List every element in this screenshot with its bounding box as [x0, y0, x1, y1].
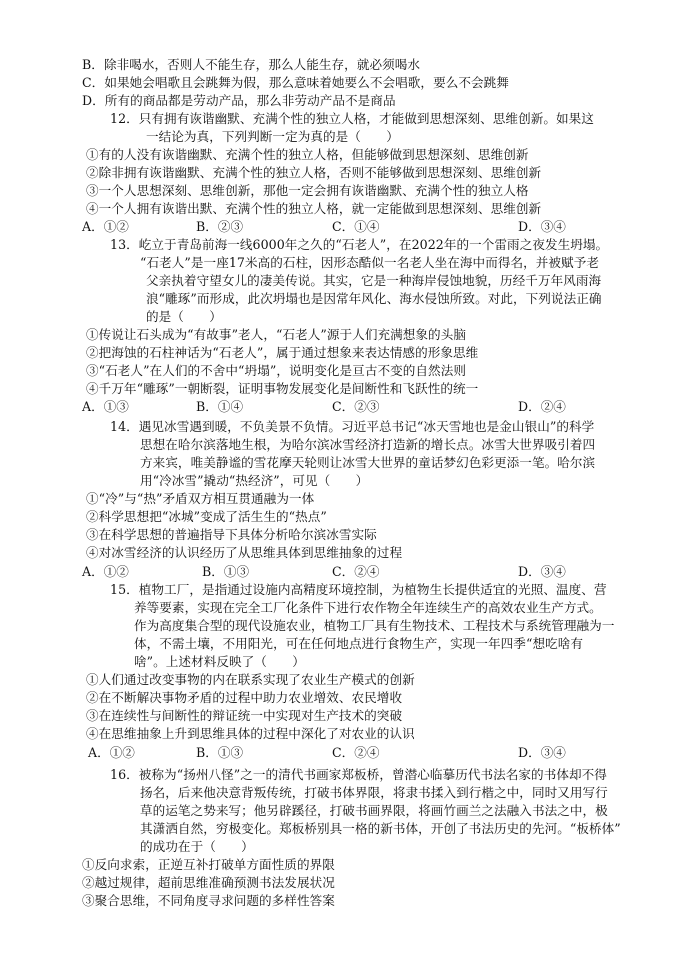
q14-stem: 14．遇见冰雪遇到暖，不负美景不负情。习近平总书记“冰天雪地也是金山银山”的科学 [110, 419, 595, 434]
q11-option-d-text: D．所有的商品都是劳动产品，那么非劳动产品不是商品 [82, 93, 396, 108]
q13-item: ①传说让石头成为“有故事”老人，“石老人”源于人们充满想象的头脑 [86, 327, 466, 342]
q14-item: ④对冰雪经济的认识经历了从思维具体到思维抽象的过程 [86, 545, 403, 560]
q13-item: ③“石老人”在人们的不舍中“坍塌”，说明变化是亘古不变的自然法则 [86, 363, 466, 378]
q11-option-c-text: C．如果她会唱歌且会跳舞为假，那么意味着她要么不会唱歌，要么不会跳舞 [82, 75, 509, 90]
option-a[interactable]: A．①② [82, 219, 129, 234]
q12-item: ③一个人思想深刻、思维创新，那他一定会拥有诙谐幽默、充满个性的独立人格 [86, 183, 529, 198]
q12-item: ④一个人拥有诙谐出默、充满个性的独立人格，就一定能做到思想深刻、思维创新 [86, 201, 542, 216]
q14-stem: 用“冷冰雪”撬动“热经济”，可见（ ） [140, 473, 369, 488]
option-c[interactable]: C．①④ [332, 219, 380, 234]
q16-stem: 的成功在于（ ） [140, 839, 254, 854]
q14-item: ③在科学思想的普遍指导下具体分析哈尔滨冰雪实际 [86, 527, 377, 542]
option-d[interactable]: D．③④ [518, 219, 566, 234]
q12-item: ②除非拥有诙谐幽默、充满个性的独立人格，否则不能够做到思想深刻、思维创新 [86, 165, 542, 180]
q15-stem: 养等要素，实现在完全工厂化条件下进行农作物全年连续生产的高效农业生产方式。 [134, 600, 602, 615]
q13-item: ④千万年“雕琢”一朝断裂，证明事物发展变化是间断性和飞跃性的统一 [86, 381, 479, 396]
q15-item: ②在不断解决事物矛盾的过程中助力农业增效、农民增收 [86, 690, 403, 705]
q15-stem: 啥”。上述材料反映了（ ） [134, 654, 305, 669]
q16-stem: 草的运笔之势来写；他另辟蹊径，打破书画界限，将画竹画兰之法融入书法之中，极 [140, 803, 608, 818]
q14-stem: 思想在哈尔滨落地生根，为哈尔滨冰雪经济打造新的增长点。冰雪大世界吸引着四 [140, 437, 596, 452]
option-d[interactable]: D．③④ [518, 564, 566, 579]
q13-options [82, 398, 682, 415]
q14-stem: 方来宾，唯美静谧的雪花摩天轮则让冰雪大世界的童话梦幻色彩更添一笔。哈尔滨 [140, 455, 596, 470]
q15-item: ④在思维抽象上升到思维具体的过程中深化了对农业的认识 [86, 726, 415, 741]
q13-stem: 父亲执着守望女儿的凄美传说。其实，它是一种海岸侵蚀地貌，历经千万年风雨海 [146, 273, 602, 288]
option-b[interactable]: B．①③ [196, 745, 244, 760]
option-c[interactable]: C．②④ [332, 564, 380, 579]
q15-options [82, 744, 682, 761]
option-d[interactable]: D．③④ [518, 745, 566, 760]
q12-item: ①有的人没有诙谐幽默、充满个性的独立人格，但能够做到思想深刻、思维创新 [86, 147, 529, 162]
option-b[interactable]: B．②③ [196, 219, 244, 234]
q16-stem: 16．被称为“扬州八怪”之一的清代书画家郑板桥，曾潜心临摹历代书法名家的书体却不得 [110, 767, 607, 782]
option-b[interactable]: B．①③ [202, 564, 250, 579]
option-c[interactable]: C．②③ [332, 399, 380, 414]
q12-stem: 12．只有拥有诙谐幽默、充满个性的独立人格，才能做到思想深刻、思维创新。如果这 [110, 111, 594, 126]
q12-stem: 一结论为真，下列判断一定为真的是（ ） [146, 129, 399, 144]
option-a[interactable]: A．①③ [82, 399, 129, 414]
q13-stem: 13．屹立于青岛前海一线6000年之久的“石老人”，在2022年的一个雷雨之夜发生坍塌。 [110, 237, 609, 252]
q14-item: ①“冷”与“热”矛盾双方相互贯通融为一体 [86, 491, 315, 506]
q11-option-b-text: B．除非喝水，否则人不能生存，那么人能生存，就必须喝水 [82, 57, 421, 72]
q13-stem: 浪“雕琢”而形成，此次坍塌也是因常年风化、海水侵蚀所致。对此，下列说法正确 [146, 291, 602, 306]
q15-stem: 体，不需土壤，不用阳光，可在任何地点进行食物生产，实现一年四季“想吃啥有 [134, 636, 584, 651]
q15-stem: 作为高度集合型的现代设施农业，植物工厂具有生物技术、工程技术与系统管理融为一 [134, 618, 615, 633]
option-a[interactable]: A．①② [82, 564, 129, 579]
q15-item: ③在连续性与间断性的辩证统一中实现对生产技术的突破 [86, 708, 403, 723]
q15-stem: 15．植物工厂，是指通过设施内高精度环境控制，为植物生长提供适宜的光照、温度、营 [110, 582, 607, 597]
q12-options [82, 218, 682, 235]
q14-item: ②科学思想把“冰城”变成了活生生的“热点” [86, 509, 327, 524]
q13-item: ②把海蚀的石柱神话为“石老人”，属于通过想象来表达情感的形象思维 [86, 345, 479, 360]
option-d[interactable]: D．②④ [518, 399, 566, 414]
option-c[interactable]: C．②④ [332, 745, 380, 760]
q16-stem: 扬名，后来他决意背叛传统，打破书体界限，将隶书揉入到行楷之中，同时又用写行 [140, 785, 608, 800]
q13-stem: 的是（ ） [146, 309, 222, 324]
option-b[interactable]: B．①④ [196, 399, 244, 414]
q15-item: ①人们通过改变事物的内在联系实现了农业生产模式的创新 [86, 672, 415, 687]
q13-stem: “石老人”是一座17米高的石柱，因形态酷似一名老人坐在海中而得名，并被赋予老 [140, 255, 599, 270]
option-a[interactable]: A．①② [88, 745, 135, 760]
q16-item: ①反向求索，正逆互补打破单方面性质的界限 [82, 857, 335, 872]
q16-stem: 其潇洒自然，穷极变化。郑板桥别具一格的新书体，开创了书法历史的先河。“板桥体” [140, 821, 621, 836]
q16-item: ②越过规律，超前思维准确预测书法发展状况 [82, 875, 335, 890]
q14-options [82, 563, 682, 580]
q16-item: ③聚合思维，不同角度寻求问题的多样性答案 [82, 893, 335, 908]
